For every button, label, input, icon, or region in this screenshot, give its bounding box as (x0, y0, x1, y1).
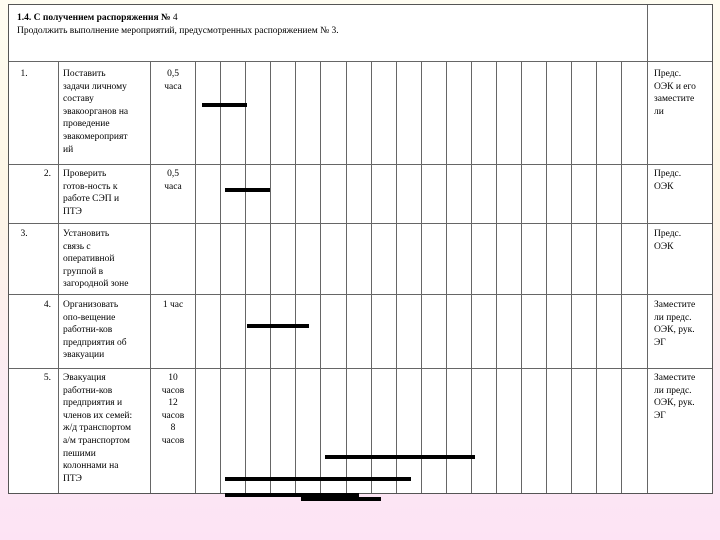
timeline-col (245, 61, 246, 493)
gantt-bar-rail (325, 455, 475, 459)
timeline-col (371, 61, 372, 493)
task-responsible: Предс. ОЭК (654, 169, 682, 192)
col-divider (647, 5, 648, 493)
row-divider (9, 223, 712, 224)
evacuation-plan-table (8, 4, 713, 494)
task-responsible: Предс. ОЭК (654, 229, 682, 252)
timeline-col (621, 61, 622, 493)
section-subtitle: Продолжить выполнение мероприятий, предусмотренных распоряжением № 3. (17, 26, 339, 36)
row-divider (9, 164, 712, 165)
timeline-col (521, 61, 522, 493)
task-duration: 0,5 часа (164, 69, 182, 92)
timeline-col (446, 61, 447, 493)
task-description: Эвакуация работни-ков предприятия и членов их семей: ж/д транспортом а/м транспортом пешими колоннами на ПТЭ (63, 373, 133, 484)
section-title (17, 13, 178, 23)
task-responsible: Заместите ли предс. ОЭК, рук. ЭГ (654, 300, 696, 348)
timeline-col (270, 61, 271, 493)
row-divider (9, 294, 712, 295)
timeline-col (471, 61, 472, 493)
task-description: Установить связь с оперативной группой в загородной зоне (63, 229, 129, 290)
row-number: 3. (20, 229, 28, 239)
gantt-bar-road (225, 477, 411, 481)
gantt-bar (225, 188, 270, 192)
section-title-bold: 1.4. С получением распоряжения № (17, 13, 171, 23)
timeline-col (546, 61, 547, 493)
task-duration: 0,5 часа (164, 169, 182, 192)
task-responsible: Предс. ОЭК и его заместите ли (654, 69, 696, 117)
timeline-col (346, 61, 347, 493)
gantt-bar (202, 103, 247, 107)
task-description: Организовать опо-вещение работни-ков предприятия об эвакуации (63, 300, 127, 361)
timeline-col (396, 61, 397, 493)
gantt-bar (247, 324, 309, 328)
timeline-col (220, 61, 221, 493)
task-duration: 10 часов 12 часов 8 часов (161, 373, 185, 446)
gantt-bar-foot-extension (301, 497, 381, 501)
col-divider (195, 61, 196, 493)
section-title-number: 4 (170, 13, 178, 23)
timeline-col (320, 61, 321, 493)
timeline-col (295, 61, 296, 493)
row-number: 1. (20, 69, 28, 79)
timeline-col (596, 61, 597, 493)
col-divider (58, 61, 59, 493)
row-divider (9, 61, 712, 62)
task-description: Проверить готов-ность к работе СЭП и ПТЭ (63, 169, 120, 217)
task-responsible: Заместите ли предс. ОЭК, рук. ЭГ (654, 373, 696, 421)
row-divider (9, 368, 712, 369)
timeline-col (571, 61, 572, 493)
timeline-col (421, 61, 422, 493)
timeline-col (496, 61, 497, 493)
row-number: 5. (43, 373, 51, 383)
task-description: Поставить задачи личному составу эвакоорганов на проведение эвакомероприят ий (63, 69, 129, 155)
row-number: 4. (43, 300, 51, 310)
task-duration: 1 час (162, 300, 184, 310)
row-number: 2. (43, 169, 51, 179)
